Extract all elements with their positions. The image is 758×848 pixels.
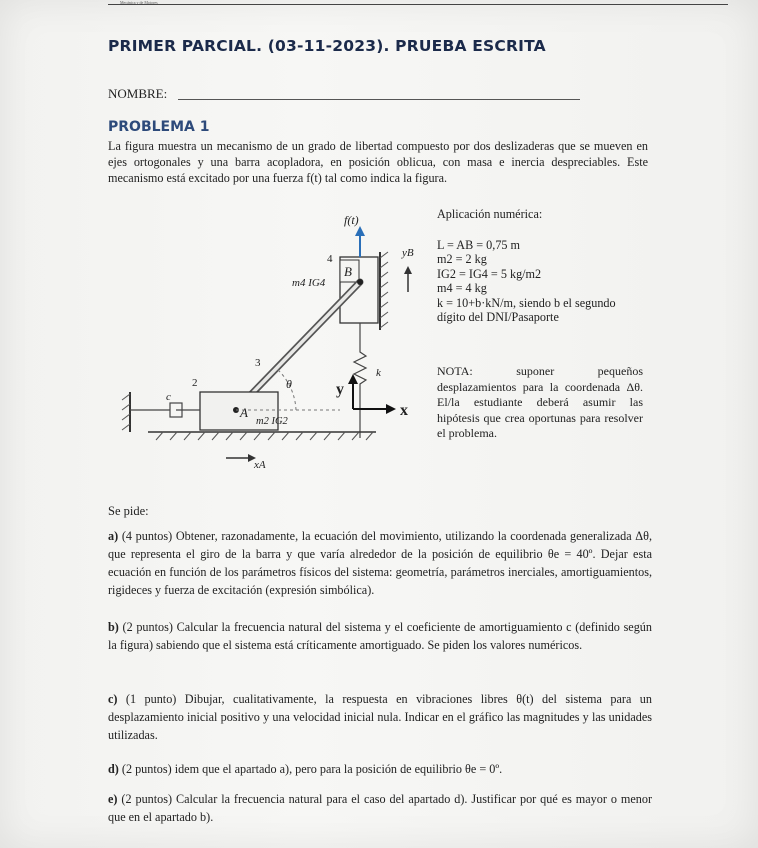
x-axis-label: x bbox=[400, 402, 408, 419]
nota-text: NOTA: suponer pequeños desplazamientos para la coordenada Δθ. El/la estudiante deberá asumir las hipótesis que crea oportunas para resolver el problema. bbox=[437, 364, 643, 440]
application-line: m2 = 2 kg bbox=[437, 252, 487, 266]
yB-arrow-head bbox=[404, 266, 412, 274]
B-label: B bbox=[344, 264, 352, 279]
mechanism-figure bbox=[108, 210, 438, 475]
application-title: Aplicación numérica: bbox=[437, 207, 543, 221]
application-line: L = AB = 0,75 m bbox=[437, 237, 521, 252]
question-text: (1 punto) Dibujar, cualitativamente, la respuesta en vibraciones libres θ(t) del sistema para un desplazamiento inicial positivo y una velocidad inicial nula. Indicar en el gráfico las magnitudes y las unidades utilizadas. bbox=[108, 692, 652, 742]
body-2-label: 2 bbox=[192, 377, 198, 389]
application-line: m4 = 4 kg bbox=[437, 281, 487, 295]
force-arrow-head bbox=[355, 226, 365, 236]
question-text: (2 puntos) Calcular la frecuencia natural para el caso del apartado d). Justificar por qué es mayor o menor que en el apartado b). bbox=[108, 792, 652, 824]
name-label: NOMBRE: bbox=[108, 86, 168, 101]
question-text: (4 puntos) Obtener, razonadamente, la ecuación del movimiento, utilizando la coordenada generalizada Δθ, que representa el giro de la barra y que varía alrededor de la posición de equilibrio θe = 40º. Dejar esta ecuación en función de los parámetros físicos del sistema: geometría, parámetros inerciales, amortiguamientos, rigideces y fuerza de excitación (expresión simbólica). bbox=[108, 529, 653, 597]
question-label: a) bbox=[108, 529, 119, 543]
problem-heading: PROBLEMA 1 bbox=[108, 119, 210, 135]
question-label: c) bbox=[108, 692, 118, 706]
A-label: A bbox=[240, 405, 248, 420]
x-axis-arrow-head bbox=[386, 404, 396, 414]
question-text: (2 puntos) Calcular la frecuencia natural del sistema y el coeficiente de amortiguamiento c (definido según la figura) sabiendo que el sistema está críticamente amortiguado. Se piden los valores numéricos. bbox=[108, 620, 652, 652]
question-d bbox=[108, 760, 652, 778]
yB-label: yB bbox=[402, 247, 414, 259]
body-3-label: 3 bbox=[255, 357, 261, 369]
name-field-line bbox=[178, 99, 580, 100]
xA-label: xA bbox=[254, 459, 266, 471]
theta-label: θ bbox=[286, 377, 292, 391]
question-label: b) bbox=[108, 620, 119, 634]
se-pide-label: Se pide: bbox=[108, 504, 149, 518]
c-label: c bbox=[166, 391, 171, 403]
m4-label: m4 IG4 bbox=[292, 277, 326, 289]
page-title: PRIMER PARCIAL. (03-11-2023). PRUEBA ESCRITA bbox=[108, 37, 546, 55]
force-label: f(t) bbox=[344, 213, 359, 227]
application-line: k = 10+b·kN/m, siendo b el segundo dígito del DNI/Pasaporte bbox=[437, 295, 616, 324]
m2-label: m2 IG2 bbox=[256, 416, 288, 427]
problem-intro: La figura muestra un mecanismo de un grado de libertad compuesto por dos deslizaderas que se mueven en ejes ortogonales y una barra acopladora, en posición oblicua, con masa e inercia despreciables. Este mecanismo está excitado por una fuerza f(t) tal como indica la figura. bbox=[108, 139, 648, 185]
question-label: e) bbox=[108, 792, 118, 806]
y-axis-label: y bbox=[336, 381, 344, 398]
question-a bbox=[108, 527, 652, 599]
application-line: IG2 = IG4 = 5 kg/m2 bbox=[437, 266, 542, 281]
body-4-label: 4 bbox=[327, 253, 333, 265]
question-e bbox=[108, 790, 652, 826]
question-b bbox=[108, 618, 652, 654]
question-label: d) bbox=[108, 762, 119, 776]
pin-B bbox=[357, 279, 363, 285]
header-rule bbox=[108, 4, 728, 5]
k-label: k bbox=[376, 367, 381, 379]
header-tag: Mecánica y de Motores bbox=[120, 0, 158, 5]
question-text: (2 puntos) idem que el apartado a), pero para la posición de equilibrio θe = 0º. bbox=[121, 762, 503, 776]
numeric-application bbox=[437, 207, 647, 325]
question-c bbox=[108, 690, 652, 744]
